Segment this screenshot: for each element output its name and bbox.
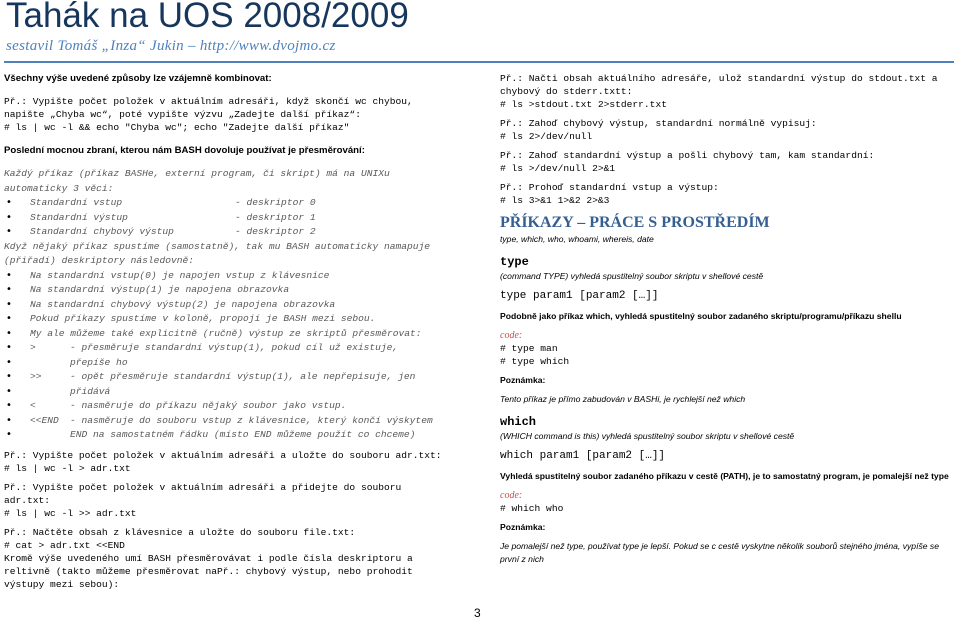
operator-desc: - opět přesměruje standardní výstup(1), ale nepřepisuje, jen xyxy=(70,371,416,382)
example-save xyxy=(4,449,474,475)
descriptor-list xyxy=(4,196,474,240)
list-item: • My ale můžeme také explicitně (ručně) výstup ze skriptů přesměrovat: xyxy=(4,327,474,342)
example-command: # ls | wc -l >> adr.txt xyxy=(4,507,137,519)
example-line: výstupy mezi sebou): xyxy=(4,578,120,590)
example-line: chybový do stderr.txtt: xyxy=(500,86,633,97)
command-type-heading: type xyxy=(500,255,529,269)
code-label: code: xyxy=(500,330,523,341)
list-item: • Na standardní výstup(1) je napojena obrazovka xyxy=(4,283,474,298)
operator-symbol: > xyxy=(30,342,36,353)
operator-desc: - přesměruje standardní výstup(1), pokud cíl už existuje, xyxy=(70,342,399,353)
section-title: PŘÍKAZY – PRÁCE S PROSTŘEDÍM xyxy=(500,214,770,231)
redirect-heading: Poslední mocnou zbraní, kterou nám BASH dovoluje používat je přesměrování: xyxy=(4,145,365,156)
right-column xyxy=(500,72,955,566)
page-number: 3 xyxy=(474,606,481,620)
example-command: # ls >stdout.txt 2>stderr.txt xyxy=(500,99,667,110)
example-command: # ls 3>&1 1>&2 2>&3 xyxy=(500,195,610,206)
example-line: Př.: Vypište počet položek v aktuálním adresáři a přidejte do souboru xyxy=(4,481,402,493)
example-line: Kromě výše uvedeného umí BASH přesměrovávat i podle čísla deskriptoru a xyxy=(4,552,413,564)
command-syntax xyxy=(500,289,955,304)
list-item-continuation: • END na samostatném řádku (místo END můžeme použít co chceme) xyxy=(4,428,474,443)
note-label: Poznámka: xyxy=(500,522,546,532)
example-line: Př.: Vypište počet položek v aktuálním adresáři a uložte do souboru adr.txt: xyxy=(4,449,442,461)
operator-symbol: < xyxy=(30,400,36,411)
command-syntax xyxy=(500,449,955,464)
note-text: první z nich xyxy=(500,554,544,564)
paragraph-line: automaticky 3 věci: xyxy=(4,182,114,194)
operator-desc: - nasměruje do příkazu nějaký soubor jako vstup. xyxy=(70,400,347,411)
code-line: # type which xyxy=(500,356,570,367)
example-wc xyxy=(4,95,474,134)
paragraph-line: Když nějaký příkaz spustíme (samostatně), tak mu BASH automaticky namapuje xyxy=(4,240,431,252)
list-item xyxy=(4,196,474,211)
operator-list xyxy=(4,341,474,443)
example-stdout-stderr xyxy=(500,72,955,111)
list-item: • Pokud příkazy spustíme v koloně, propojí je BASH mezi sebou. xyxy=(4,312,474,327)
operator-symbol: >> xyxy=(30,371,42,382)
descriptor-number: - deskriptor 0 xyxy=(235,197,316,208)
list-item-continuation: • přidává xyxy=(4,385,474,400)
operator-desc: - nasměruje do souboru vstup z klávesnice, který končí výskytem xyxy=(70,414,433,426)
list-item: • Na standardní chybový výstup(2) je napojena obrazovka xyxy=(4,298,474,313)
descriptor-number: - deskriptor 1 xyxy=(235,211,316,223)
example-swap xyxy=(500,181,955,207)
descriptor-name: Standardní chybový výstup xyxy=(30,226,174,237)
example-line: napište „Chyba wc“, poté vypište výzvu „Zadejte další příkaz“: xyxy=(4,109,361,120)
code-label: code: xyxy=(500,490,523,501)
example-line: Př.: Načtěte obsah z klávesnice a uložte do souboru file.txt: xyxy=(4,526,356,538)
example-line: Př.: Načti obsah aktuálního adresáře, ulož standardní výstup do stdout.txt a xyxy=(500,73,938,84)
operator-symbol: <<END xyxy=(30,414,59,426)
descriptor-name: Standardní vstup xyxy=(30,197,123,208)
example-discard-stderr xyxy=(500,117,955,143)
code-line: # which who xyxy=(500,503,564,514)
example-line: Př.: Vypište počet položek v aktuálním adresáři, když skončí wc chybou, xyxy=(4,96,413,107)
example-line: Př.: Zahoď chybový výstup, standardní normálně vypisuj: xyxy=(500,118,817,129)
example-command: # cat > adr.txt <<END xyxy=(4,539,125,551)
example-line: adr.txt: xyxy=(4,494,51,506)
command-description: (WHICH command is this) vyhledá spustitelný soubor skriptu v shellové cestě xyxy=(500,431,795,441)
list-item xyxy=(4,414,474,429)
example-line: reltivně (takto můžeme přesměrovat naPř.: chybový výstup, nebo prohodit xyxy=(4,565,413,577)
note-label: Poznámka: xyxy=(500,375,546,385)
example-command: # ls | wc -l > adr.txt xyxy=(4,462,131,474)
note-text: Je pomalejší než type, používat type je lepší. Pokud se c cestě vyskytne několik souborů stejného jména, vypíše se xyxy=(500,541,939,551)
descriptor-number: - deskriptor 2 xyxy=(235,226,316,237)
list-item-continuation: • přepíše ho xyxy=(4,356,474,371)
mapping-list xyxy=(4,269,474,342)
document-title: Tahák na UOS 2008/2009 xyxy=(6,0,409,35)
example-command: # ls | wc -l && echo "Chyba wc"; echo "Zadejte další příkaz" xyxy=(4,122,350,133)
paragraph-line: Každý příkaz (příkaz BASHe, externí program, či skript) má na UNIXu xyxy=(4,168,390,179)
descriptor-name: Standardní výstup xyxy=(30,211,128,223)
list-item xyxy=(4,225,474,240)
left-column xyxy=(4,72,474,591)
syntax-args: param1 [param2 […]] xyxy=(539,450,666,462)
mapping-intro xyxy=(4,240,474,269)
syntax-command: type xyxy=(500,290,534,302)
example-command: # ls 2>/dev/null xyxy=(500,131,593,142)
title-rule xyxy=(4,61,954,63)
example-discard-stdout xyxy=(500,149,955,175)
example-line: Př.: Zahoď standardní výstup a pošli chybový tam, kam standardní: xyxy=(500,150,875,161)
combine-note: Všechny výše uvedené způsoby lze vzájemně kombinovat: xyxy=(4,73,272,84)
list-item xyxy=(4,399,474,414)
list-item xyxy=(4,211,474,226)
command-summary: Vyhledá spustitelný soubor zadaného příkazu v cestě (PATH), je to samostatný program, je pomalejší než type xyxy=(500,471,949,481)
syntax-args: param1 [param2 […]] xyxy=(533,290,659,302)
example-command: # ls >/dev/null 2>&1 xyxy=(500,163,616,174)
command-which-heading: which xyxy=(500,415,537,429)
paragraph-line: (přiřadí) deskriptory následovně: xyxy=(4,255,194,266)
command-summary: Podobně jako příkaz which, vyhledá spustitelný soubor zadaného skriptu/programu/příkazu shellu xyxy=(500,311,902,321)
list-item: • Na standardní vstup(0) je napojen vstup z klávesnice xyxy=(4,269,474,284)
command-description: (command TYPE) vyhledá spustitelný soubor skriptu v shellové cestě xyxy=(500,271,764,281)
descriptor-intro xyxy=(4,167,474,196)
list-item xyxy=(4,370,474,385)
example-line: Př.: Prohoď standardní vstup a výstup: xyxy=(500,182,719,193)
list-item xyxy=(4,341,474,356)
document-subtitle: sestavil Tomáš „Inza“ Jukin – http://www.dvojmo.cz xyxy=(6,38,336,54)
note-text: Tento příkaz je přímo zabudován v BASHi, je rychlejší než which xyxy=(500,394,746,404)
syntax-command: which xyxy=(500,450,540,462)
code-line: # type man xyxy=(500,343,558,354)
section-commands: type, which, who, whoami, whereis, date xyxy=(500,234,654,244)
example-heredoc xyxy=(4,526,474,591)
example-append xyxy=(4,481,474,520)
